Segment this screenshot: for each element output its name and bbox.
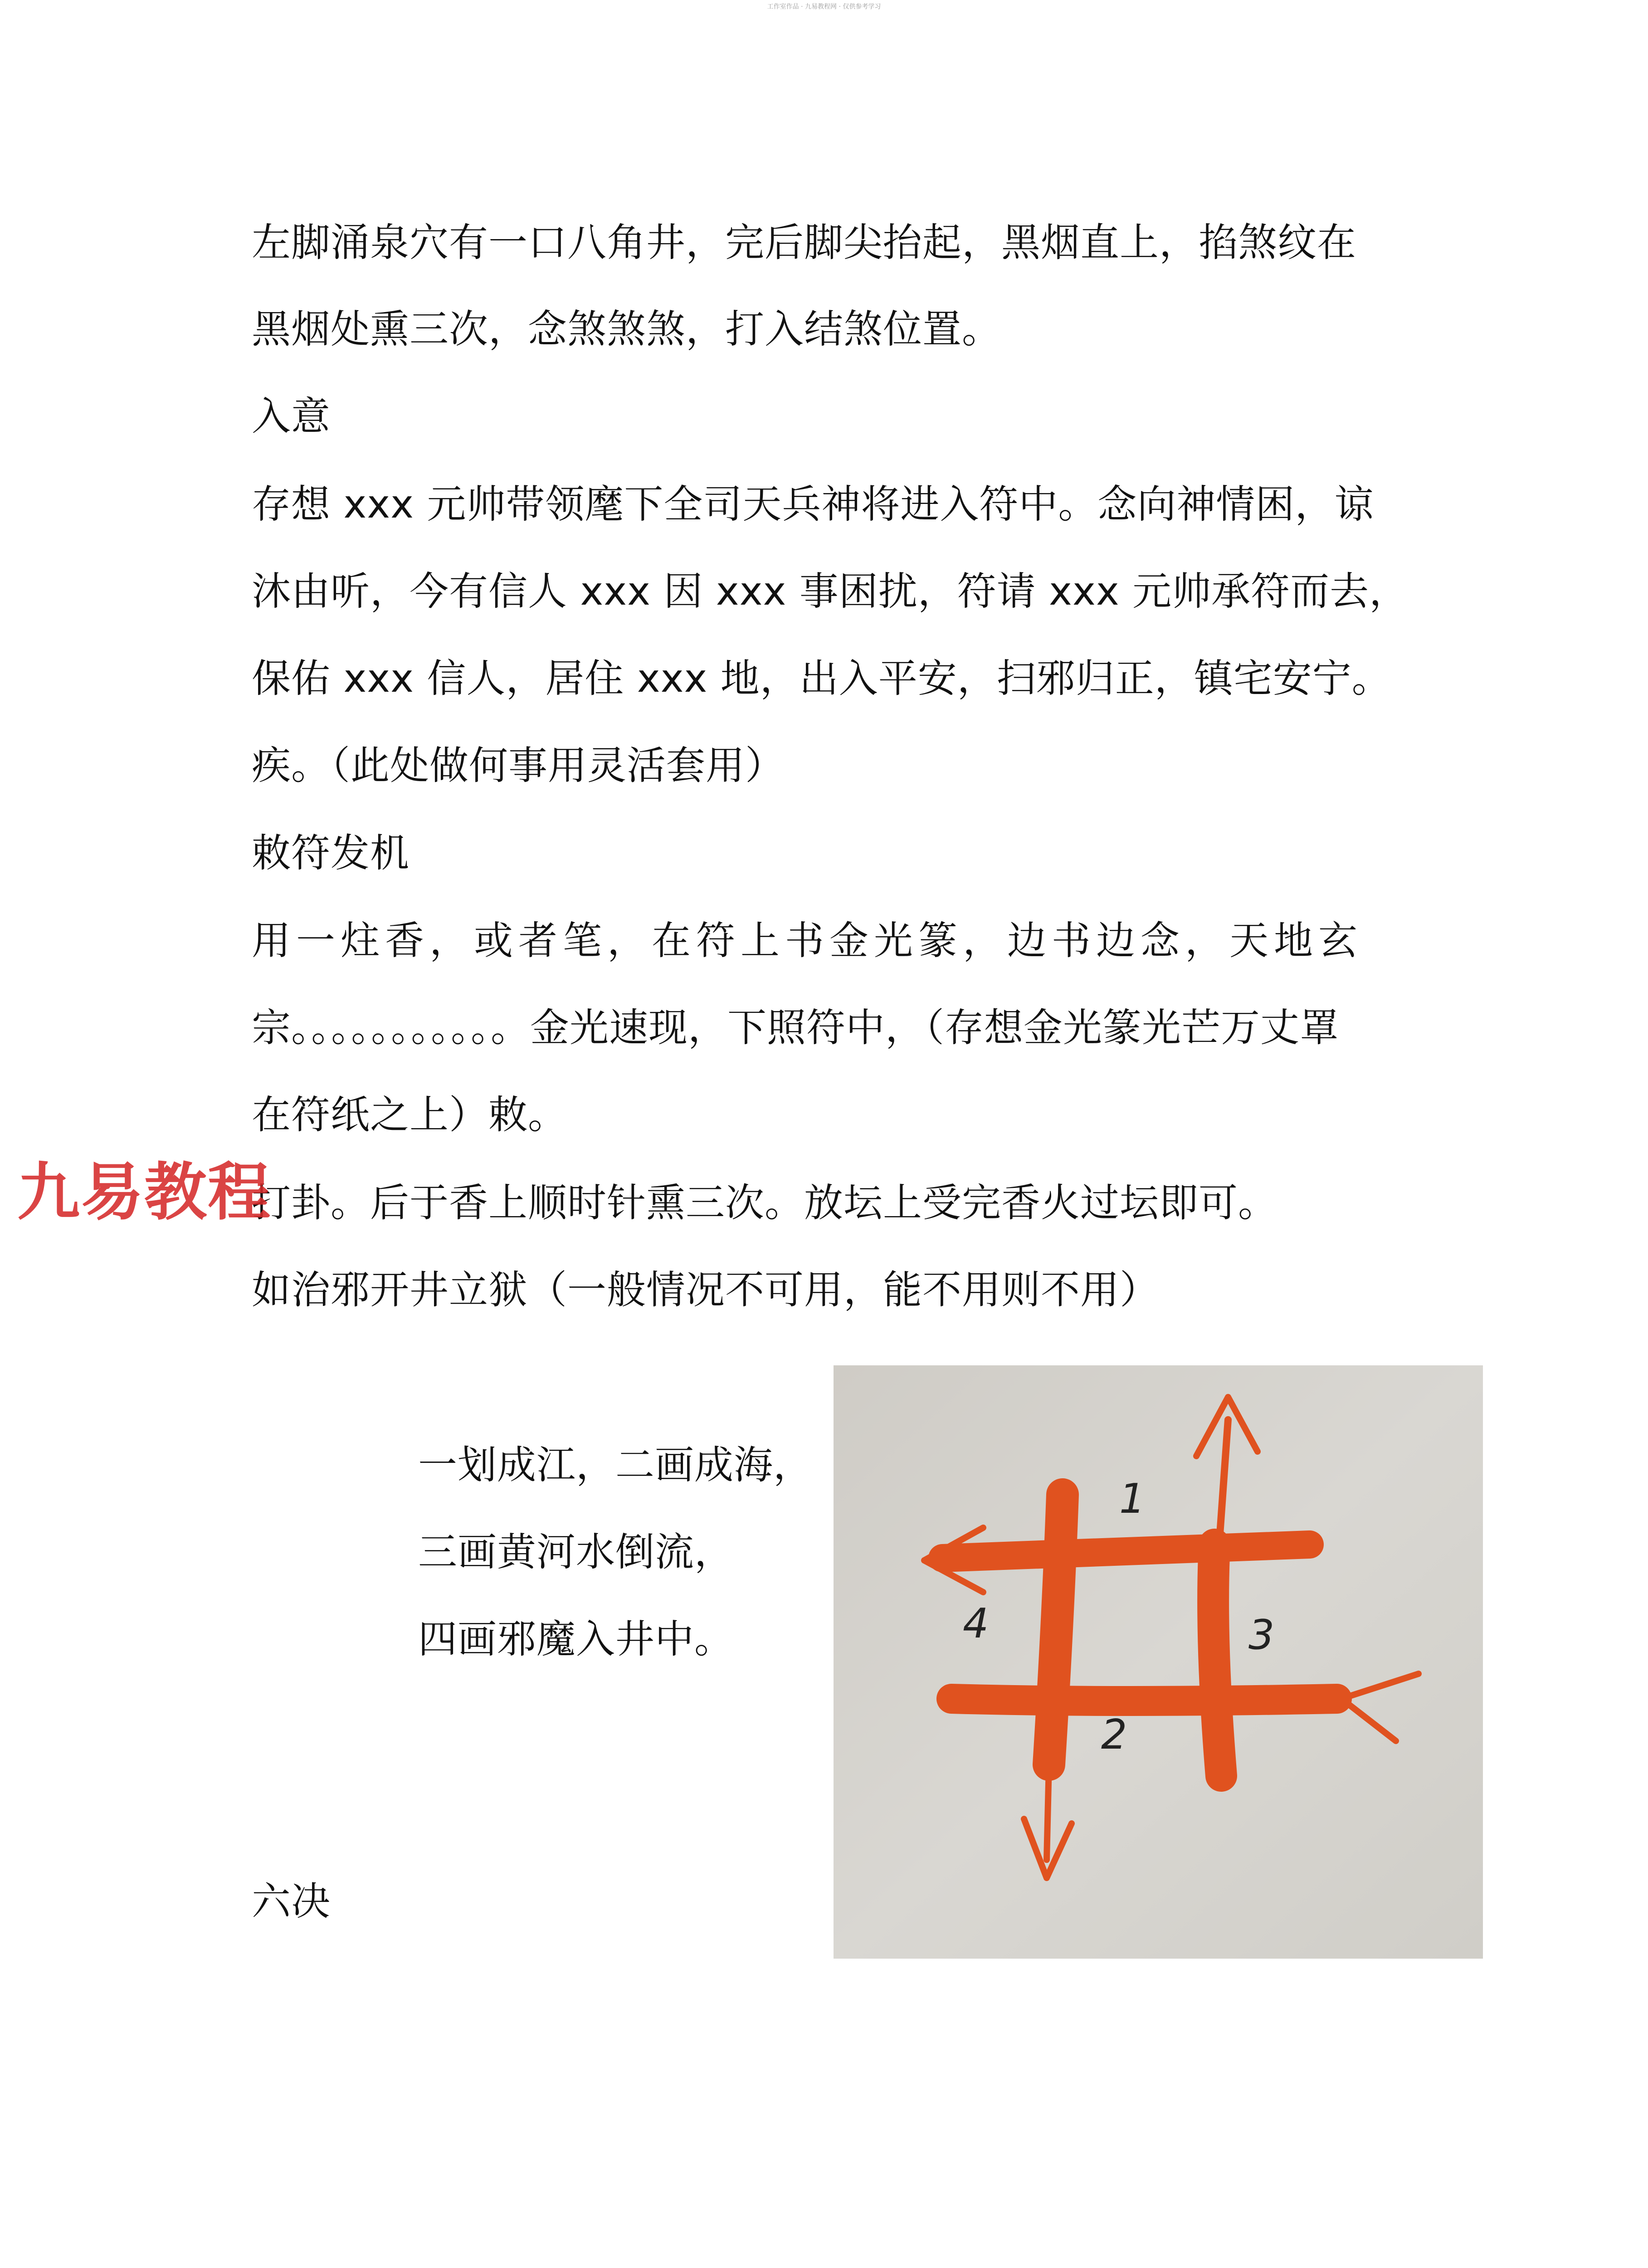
stroke-4 bbox=[1049, 1495, 1063, 1765]
paragraph-line: 黑烟处熏三次，念煞煞煞，打入结煞位置。 bbox=[252, 307, 1001, 352]
stroke-number-label: 2 bbox=[1101, 1711, 1127, 1759]
section-heading: 敕符发机 bbox=[252, 831, 410, 876]
closing-heading: 六决 bbox=[252, 1879, 331, 1924]
paragraph-line: 左脚涌泉穴有一口八角井，完后脚尖抬起，黑烟直上，掐煞纹在 bbox=[252, 220, 1356, 265]
stroke-number-label: 1 bbox=[1119, 1475, 1146, 1523]
stroke-1 bbox=[942, 1545, 1310, 1558]
header-note: 工作室作品 · 九易教程网 · 仅供参考学习 bbox=[767, 3, 881, 10]
stanza-line: 四画邪魔入井中。 bbox=[418, 1617, 734, 1662]
paragraph-line: 沐由听，今有信人 xxx 因 xxx 事困扰，符请 xxx 元帅承符而去， bbox=[252, 569, 1409, 614]
stroke-2 bbox=[951, 1699, 1337, 1701]
paragraph-line: 宗。。。。。。。。。。。金光速现，下照符中，（存想金光篆光芒万丈罩 bbox=[252, 1005, 1339, 1051]
section-heading: 入意 bbox=[252, 394, 331, 439]
paragraph-line: 保佑 xxx 信人，居住 xxx 地，出入平安，扫邪归正，镇宅安宁。 bbox=[252, 656, 1391, 701]
stroke-number-label: 4 bbox=[963, 1600, 989, 1647]
paragraph-line: 用一炷香，或者笔，在符上书金光篆，边书边念，天地玄 bbox=[252, 918, 1363, 963]
stroke-number-label: 3 bbox=[1248, 1611, 1275, 1659]
stroke-4-tail bbox=[1047, 1765, 1049, 1860]
paragraph-line: 打卦。后于香上顺时针熏三次。放坛上受完香火过坛即可。 bbox=[252, 1180, 1277, 1226]
stanza-line: 一划成江，二画成海， bbox=[418, 1442, 813, 1488]
paragraph-line: 如治邪开井立狱（一般情况不可用，能不用则不用） bbox=[252, 1267, 1159, 1313]
paragraph-line: 存想 xxx 元帅带领麾下全司天兵神将进入符中。念向神情困，谅 bbox=[252, 482, 1374, 527]
paragraph-line: 在符纸之上）敕。 bbox=[252, 1092, 567, 1138]
stanza-line: 三画黄河水倒流， bbox=[418, 1530, 734, 1575]
paragraph-line: 疾。（此处做何事用灵活套用） bbox=[252, 743, 785, 788]
stroke-3 bbox=[1213, 1545, 1221, 1776]
watermark-text: 九易教程 bbox=[17, 1156, 272, 1229]
paper-background bbox=[834, 1365, 1483, 1959]
well-sigil-photo bbox=[834, 1365, 1483, 1959]
